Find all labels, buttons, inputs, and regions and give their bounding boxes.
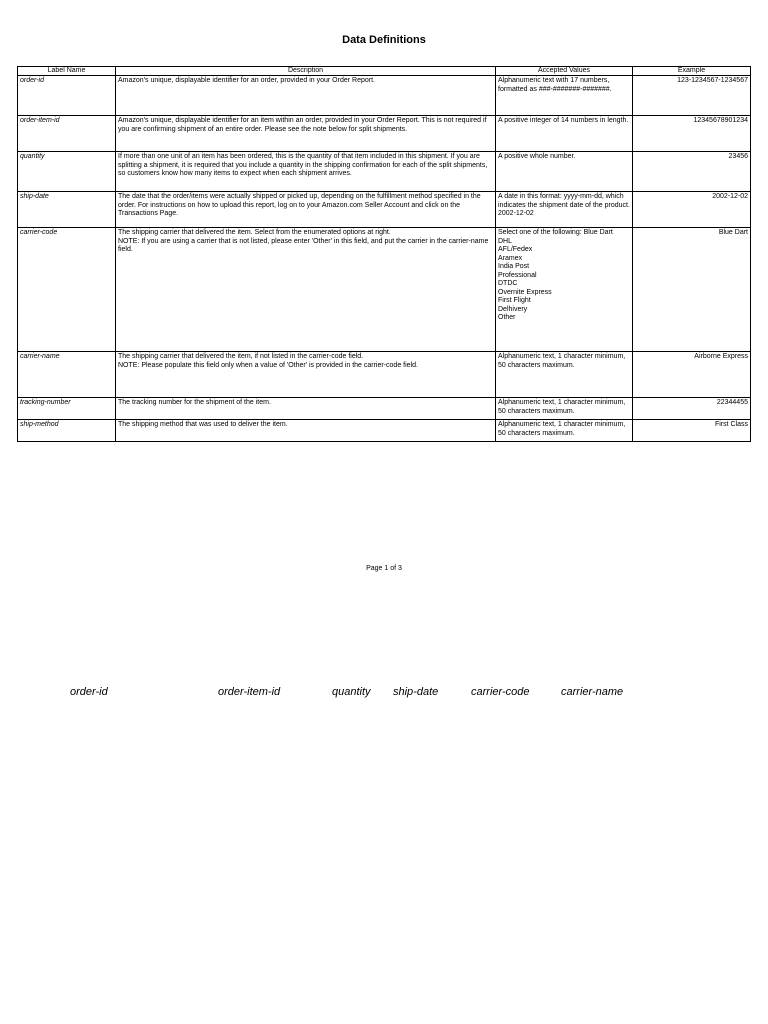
accepted-value-text: Aramex (498, 254, 523, 262)
cell-accepted-values (496, 116, 633, 152)
cell-label-name: carrier-code (18, 228, 116, 352)
cell-description (116, 76, 496, 116)
cell-accepted-values (496, 420, 633, 442)
accepted-value-text: DTDC (498, 280, 518, 287)
cell-example: 2002-12-02 (633, 192, 751, 228)
column-header-label-name: Label Name (18, 67, 116, 76)
column-name-carrier-code: carrier-code (471, 686, 530, 698)
accepted-value-text: India Post (498, 263, 530, 270)
cell-label-name: order-id (18, 76, 116, 116)
column-name-order-item-id: order-item-id (218, 686, 281, 698)
accepted-value-text: Professional (498, 271, 537, 279)
cell-label-name: order-item-id (18, 116, 116, 152)
description-text: Amazon's unique, displayable identifier for an item within an order, provided in your Order Report. This is not required if you are confirming shipment of an entire order. Please see the note below for split shipments. (118, 117, 487, 133)
cell-label-name: carrier-name (18, 352, 116, 398)
cell-example: Blue Dart (633, 228, 751, 352)
data-definitions-table (17, 66, 751, 442)
cell-example: 23456 (633, 152, 751, 192)
column-header-example: Example (633, 67, 751, 76)
description-text: NOTE: Please populate this field only when a value of 'Other' is provided in the carrier-code field. (118, 361, 418, 369)
cell-description (116, 116, 496, 152)
description-text: Amazon's unique, displayable identifier for an order, provided in your Order Report. (118, 77, 375, 84)
description-text: The date that the order/items were actually shipped or picked up, depending on the fulfillment method specified in the order. For instructions on how to upload this report, log on to your Amazon.com Seller Account and click on the Transactions Page. (118, 193, 481, 217)
cell-example: First Class (633, 420, 751, 442)
table-row (18, 116, 751, 152)
table-row (18, 76, 751, 116)
cell-description (116, 152, 496, 192)
cell-description (116, 352, 496, 398)
table-row (18, 228, 751, 352)
cell-accepted-values (496, 76, 633, 116)
cell-example: 12345678901234 (633, 116, 751, 152)
accepted-value-text: Alphanumeric text, 1 character minimum, 50 characters maximum. (498, 353, 626, 369)
description-text: NOTE: If you are using a carrier that is not listed, please enter 'Other' in this field, and put the carrier in the carrier-name field. (118, 237, 489, 253)
accepted-value-text: AFL/Fedex (498, 246, 533, 253)
column-header-accepted-values: Accepted Values (496, 67, 633, 76)
column-name-carrier-name: carrier-name (561, 686, 624, 698)
accepted-value-text: DHL (498, 237, 513, 245)
page-number: Page 1 of 3 (366, 565, 402, 572)
cell-example: 22344455 (633, 398, 751, 420)
cell-label-name: tracking-number (18, 398, 116, 420)
column-name-quantity: quantity (332, 686, 371, 698)
accepted-value-text: Alphanumeric text, 1 character minimum, 50 characters maximum. (498, 399, 626, 415)
cell-description (116, 192, 496, 228)
description-text: The shipping carrier that delivered the item. Select from the enumerated options at right. (118, 229, 391, 236)
cell-label-name: ship-date (18, 192, 116, 228)
accepted-value-text: First Flight (498, 297, 531, 304)
table-row (18, 152, 751, 192)
description-text: The tracking number for the shipment of the item. (118, 399, 271, 406)
cell-accepted-values (496, 352, 633, 398)
accepted-value-text: Select one of the following: Blue Dart (498, 229, 613, 236)
description-text: The shipping method that was used to deliver the item. (118, 421, 288, 428)
accepted-value-text: Other (498, 314, 516, 321)
cell-example: Airborne Express (633, 352, 751, 398)
table-row (18, 192, 751, 228)
cell-accepted-values (496, 398, 633, 420)
accepted-value-text: A date in this format: yyyy-mm-dd, which indicates the shipment date of the product. 2002-12-02 (498, 193, 630, 217)
cell-description (116, 420, 496, 442)
accepted-value-text: Delhivery (498, 305, 528, 313)
column-names-row (0, 686, 768, 702)
cell-label-name: ship-method (18, 420, 116, 442)
cell-description (116, 398, 496, 420)
table-row (18, 398, 751, 420)
cell-accepted-values (496, 192, 633, 228)
column-header-description: Description (116, 67, 496, 76)
cell-label-name: quantity (18, 152, 116, 192)
description-text: The shipping carrier that delivered the item, if not listed in the carrier-code field. (118, 353, 364, 360)
page-title: Data Definitions (342, 34, 426, 46)
cell-example: 123-1234567-1234567 (633, 76, 751, 116)
cell-accepted-values (496, 152, 633, 192)
accepted-value-text: A positive integer of 14 numbers in length. (498, 117, 629, 124)
accepted-value-text: A positive whole number. (498, 153, 576, 160)
table-row (18, 420, 751, 442)
accepted-value-text: Alphanumeric text, 1 character minimum, 50 characters maximum. (498, 421, 626, 437)
cell-description (116, 228, 496, 352)
description-text: If more than one unit of an item has been ordered, this is the quantity of that item included in this shipment. If you are splitting a shipment, it is required that you include a quantity in the shipping confirmation for each of the split shipments, so customers know how many items to expect when each shipment arrives. (118, 153, 488, 177)
table-header-row (18, 67, 751, 76)
column-name-ship-date: ship-date (393, 686, 439, 698)
accepted-value-text: Alphanumeric text with 17 numbers, formatted as ###-#######-#######. (498, 77, 612, 93)
cell-accepted-values (496, 228, 633, 352)
table-row (18, 352, 751, 398)
column-name-order-id: order-id (70, 686, 108, 698)
accepted-value-text: Overnite Express (498, 288, 552, 296)
